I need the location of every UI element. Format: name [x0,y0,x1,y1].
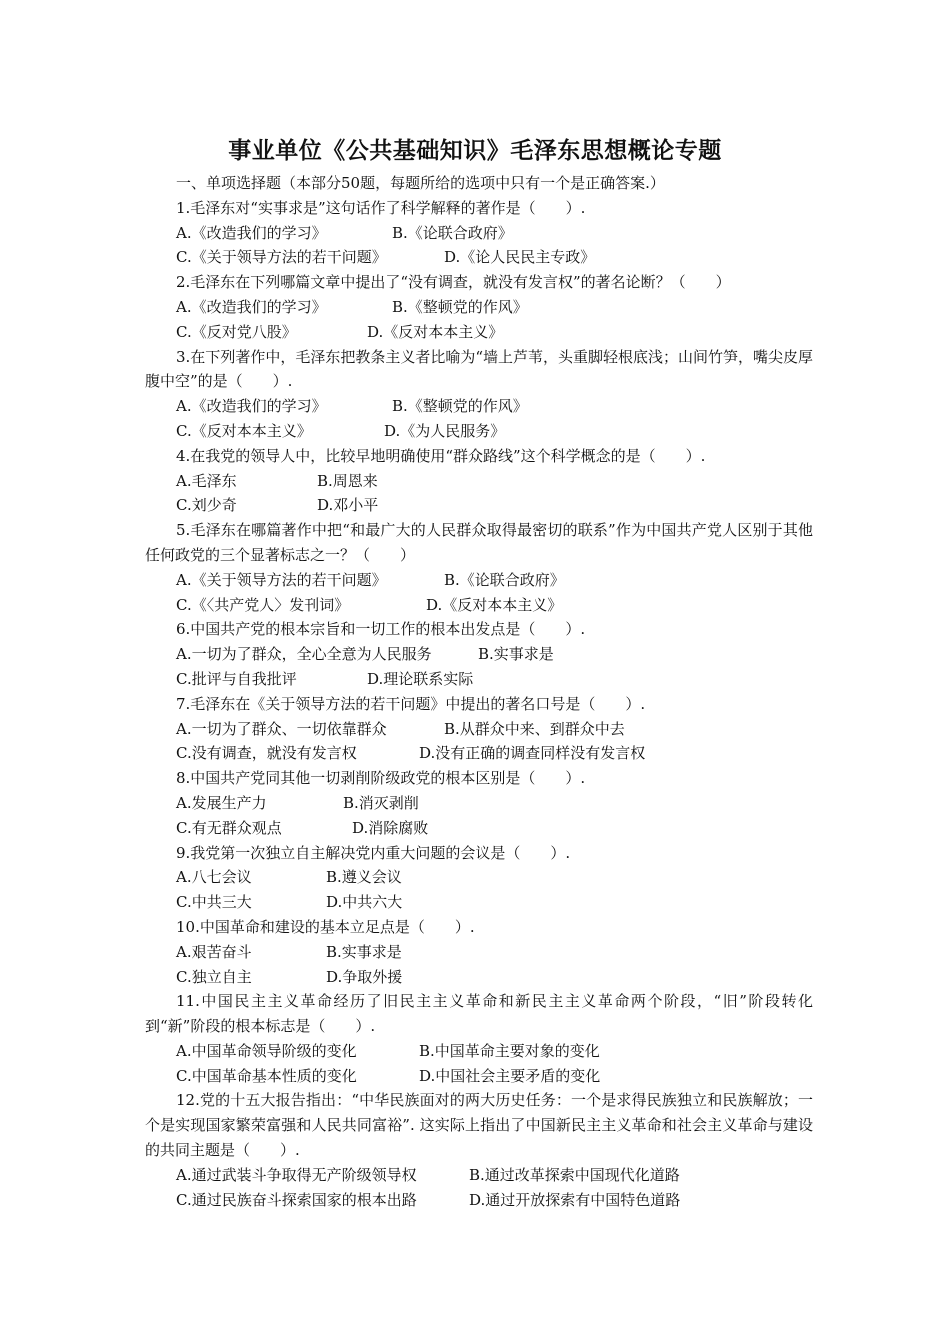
option: C.中国革命基本性质的变化 [176,1066,357,1085]
option: C.《反对党八股》 [176,322,297,341]
option-row [145,1039,813,1064]
option: D.《论人民民主专政》 [444,248,596,267]
option-row [145,320,813,345]
option: C.独立自主 [176,967,252,986]
question-stem: 7.毛泽东在《关于领导方法的若干问题》中提出的著名口号是（ ）. [176,694,646,713]
option-row [145,419,813,444]
question-stem: 1.毛泽东对“实事求是”这句话作了科学解释的著作是（ ）. [176,198,586,217]
option: D.《反对本本主义》 [367,322,504,341]
option: A.《改造我们的学习》 [176,397,327,416]
option-row [145,865,813,890]
question-stem: 12.党的十五大报告指出：“中华民族面对的两大历史任务：一个是求得民族独立和民族解放；一个是实现国家繁荣富强和人民共同富裕”. 这实际上指出了中国新民主主义革命和社会主义革命与建设的共同主题是（ ）. [145,1091,813,1160]
option-row [145,1064,813,1089]
option: B.从群众中来、到群众中去 [444,719,625,738]
option: B.《整顿党的作风》 [392,297,528,316]
option: C.刘少奇 [176,496,237,515]
option-row [145,493,813,518]
question-stem: 2.毛泽东在下列哪篇文章中提出了“没有调查，就没有发言权”的著名论断？（ ） [176,273,731,292]
option: A.中国革命领导阶级的变化 [176,1041,357,1060]
option: D.《为人民服务》 [384,421,506,440]
option: D.中共六大 [326,893,403,912]
option-row [145,791,813,816]
question-list [145,171,813,1212]
question-stem: 11.中国民主主义革命经历了旧民主主义革命和新民主主义革命两个阶段，“旧”阶段转化到“新”阶段的根本标志是（ ）. [145,992,813,1036]
option-row [145,568,813,593]
question-stem: 5.毛泽东在哪篇著作中把“和最广大的人民群众取得最密切的联系”作为中国共产党人区别于其他任何政党的三个显著标志之一？（ ） [145,521,813,564]
option-row [145,469,813,494]
option: A.一切为了群众、一切依靠群众 [176,719,387,738]
option: D.中国社会主要矛盾的变化 [419,1066,601,1085]
question-stem: 8.中国共产党同其他一切剥削阶级政党的根本区别是（ ）. [176,769,586,788]
option-row [145,816,813,841]
option-row [145,593,813,618]
option: C.没有调查，就没有发言权 [176,744,357,763]
option: B.实事求是 [478,645,554,664]
option: C.通过民族奋斗探索国家的根本出路 [176,1190,417,1209]
option: D.理论联系实际 [367,669,474,688]
option-row [145,221,813,246]
option: D.邓小平 [317,496,379,515]
option: B.《论联合政府》 [392,223,513,242]
question-stem: 3.在下列著作中，毛泽东把教条主义者比喻为“墙上芦苇，头重脚轻根底浅；山间竹笋，嘴尖皮厚腹中空”的是（ ）. [145,347,813,391]
option: D.通过开放探索有中国特色道路 [469,1190,681,1209]
option-row [145,667,813,692]
option: B.周恩来 [317,471,378,490]
option-row [145,1188,813,1213]
option: B.通过改革探索中国现代化道路 [469,1165,680,1184]
option: C.有无群众观点 [176,818,282,837]
option-row [145,245,813,270]
option: D.《反对本本主义》 [426,595,563,614]
option: B.《论联合政府》 [444,570,565,589]
question-stem: 6.中国共产党的根本宗旨和一切工作的根本出发点是（ ）. [176,620,586,639]
option: A.《改造我们的学习》 [176,297,327,316]
option: C.《反对本本主义》 [176,421,312,440]
option: C.《关于领导方法的若干问题》 [176,248,387,267]
option-row [145,741,813,766]
option: A.《关于领导方法的若干问题》 [176,570,387,589]
option: B.中国革命主要对象的变化 [419,1041,600,1060]
option: A.艰苦奋斗 [176,942,252,961]
option-row [145,940,813,965]
question-stem: 9.我党第一次独立自主解决党内重大问题的会议是（ ）. [176,843,571,862]
option: A.八七会议 [176,868,252,887]
option: C.批评与自我批评 [176,669,297,688]
option: B.遵义会议 [326,868,402,887]
question-stem: 10.中国革命和建设的基本立足点是（ ）. [176,917,475,936]
option-row [145,642,813,667]
option: B.实事求是 [326,942,402,961]
question-stem: 4.在我党的领导人中，比较早地明确使用“群众路线”这个科学概念的是（ ）. [176,446,706,465]
option: A.一切为了群众，全心全意为人民服务 [176,645,432,664]
option-row [145,965,813,990]
option-row [145,890,813,915]
document-title: 事业单位《公共基础知识》毛泽东思想概论专题 [228,138,722,164]
option-row [145,1163,813,1188]
option: D.争取外援 [326,967,403,986]
option: C.《〈共产党人〉发刊词》 [176,595,350,614]
option: D.消除腐败 [352,818,429,837]
option-row [145,295,813,320]
option: A.通过武装斗争取得无产阶级领导权 [176,1165,417,1184]
option: C.中共三大 [176,893,252,912]
option-row [145,717,813,742]
option: D.没有正确的调查同样没有发言权 [419,744,646,763]
option-row [145,394,813,419]
option: A.毛泽东 [176,471,237,490]
section-heading: 一、单项选择题（本部分50题，每题所给的选项中只有一个是正确答案.） [176,174,665,192]
option: A.发展生产力 [176,793,267,812]
option: B.《整顿党的作风》 [392,397,528,416]
option: A.《改造我们的学习》 [176,223,327,242]
option: B.消灭剥削 [343,793,419,812]
